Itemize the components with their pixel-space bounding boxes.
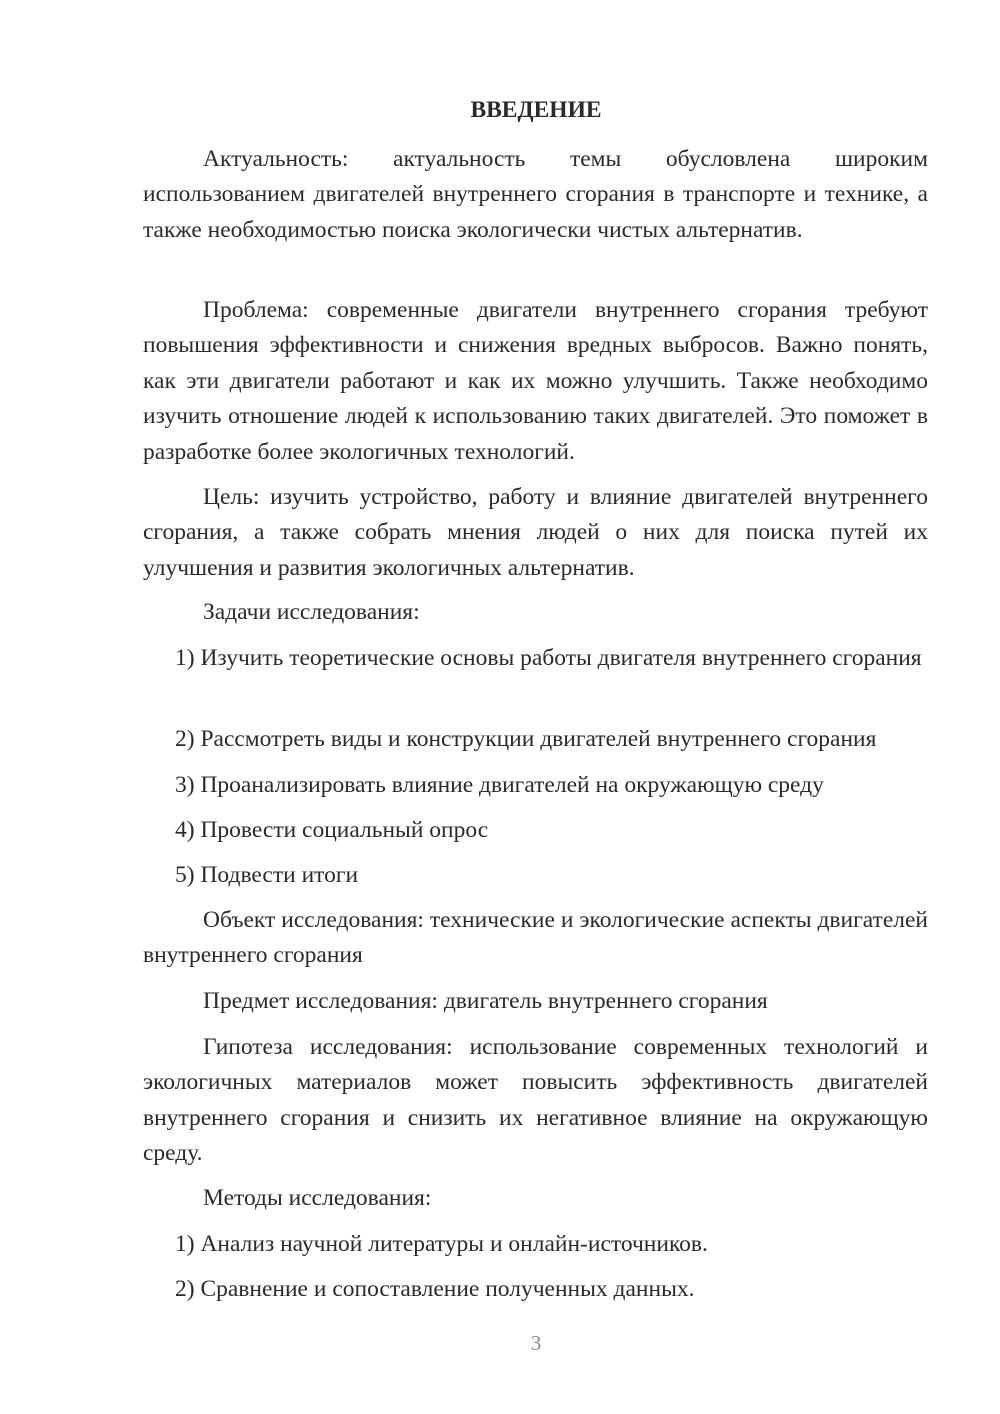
- methods-heading: Методы исследования:: [203, 1185, 432, 1211]
- task-item-3: 3) Проанализировать влияние двигателей на окружающую среду: [175, 772, 824, 798]
- subject-paragraph: Предмет исследования: двигатель внутреннего сгорания: [203, 988, 768, 1014]
- method-item-1: 1) Анализ научной литературы и онлайн-источников.: [175, 1231, 708, 1257]
- object-paragraph: Объект исследования: технические и экологические аспекты двигателей внутреннего сгорания: [143, 907, 928, 969]
- goal-paragraph: Цель: изучить устройство, работу и влияние двигателей внутреннего сгорания, а также собрать мнения людей о них для поиска путей их улучшения и развития экологичных альтернатив.: [143, 484, 928, 581]
- task-item-2: 2) Рассмотреть виды и конструкции двигателей внутреннего сгорания: [175, 726, 877, 752]
- hypothesis-paragraph: Гипотеза исследования: использование современных технологий и экологичных материалов может повысить эффективность двигателей внутреннего сгорания и снизить их негативное влияние на окружающую среду.: [143, 1034, 928, 1167]
- method-item-2: 2) Сравнение и сопоставление полученных данных.: [175, 1276, 695, 1302]
- tasks-heading: Задачи исследования:: [203, 599, 420, 625]
- task-item-5: 5) Подвести итоги: [175, 862, 359, 888]
- section-title: ВВЕДЕНИЕ: [470, 97, 602, 123]
- task-item-4: 4) Провести социальный опрос: [175, 817, 489, 843]
- task-item-1: 1) Изучить теоретические основы работы двигателя внутреннего сгорания: [175, 645, 922, 671]
- page-number: 3: [530, 1331, 542, 1355]
- problem-paragraph: Проблема: современные двигатели внутреннего сгорания требуют повышения эффективности и снижения вредных выбросов. Важно понять, как эти двигатели работают и как их можно улучшить. Также необходимо изучить отношение людей к использованию таких двигателей. Это поможет в разработке более экологичных технологий.: [143, 297, 928, 465]
- relevance-paragraph: Актуальность: актуальность темы обусловлена широким использованием двигателей внутреннего сгорания в транспорте и технике, а также необходимостью поиска экологически чистых альтернатив.: [143, 146, 928, 243]
